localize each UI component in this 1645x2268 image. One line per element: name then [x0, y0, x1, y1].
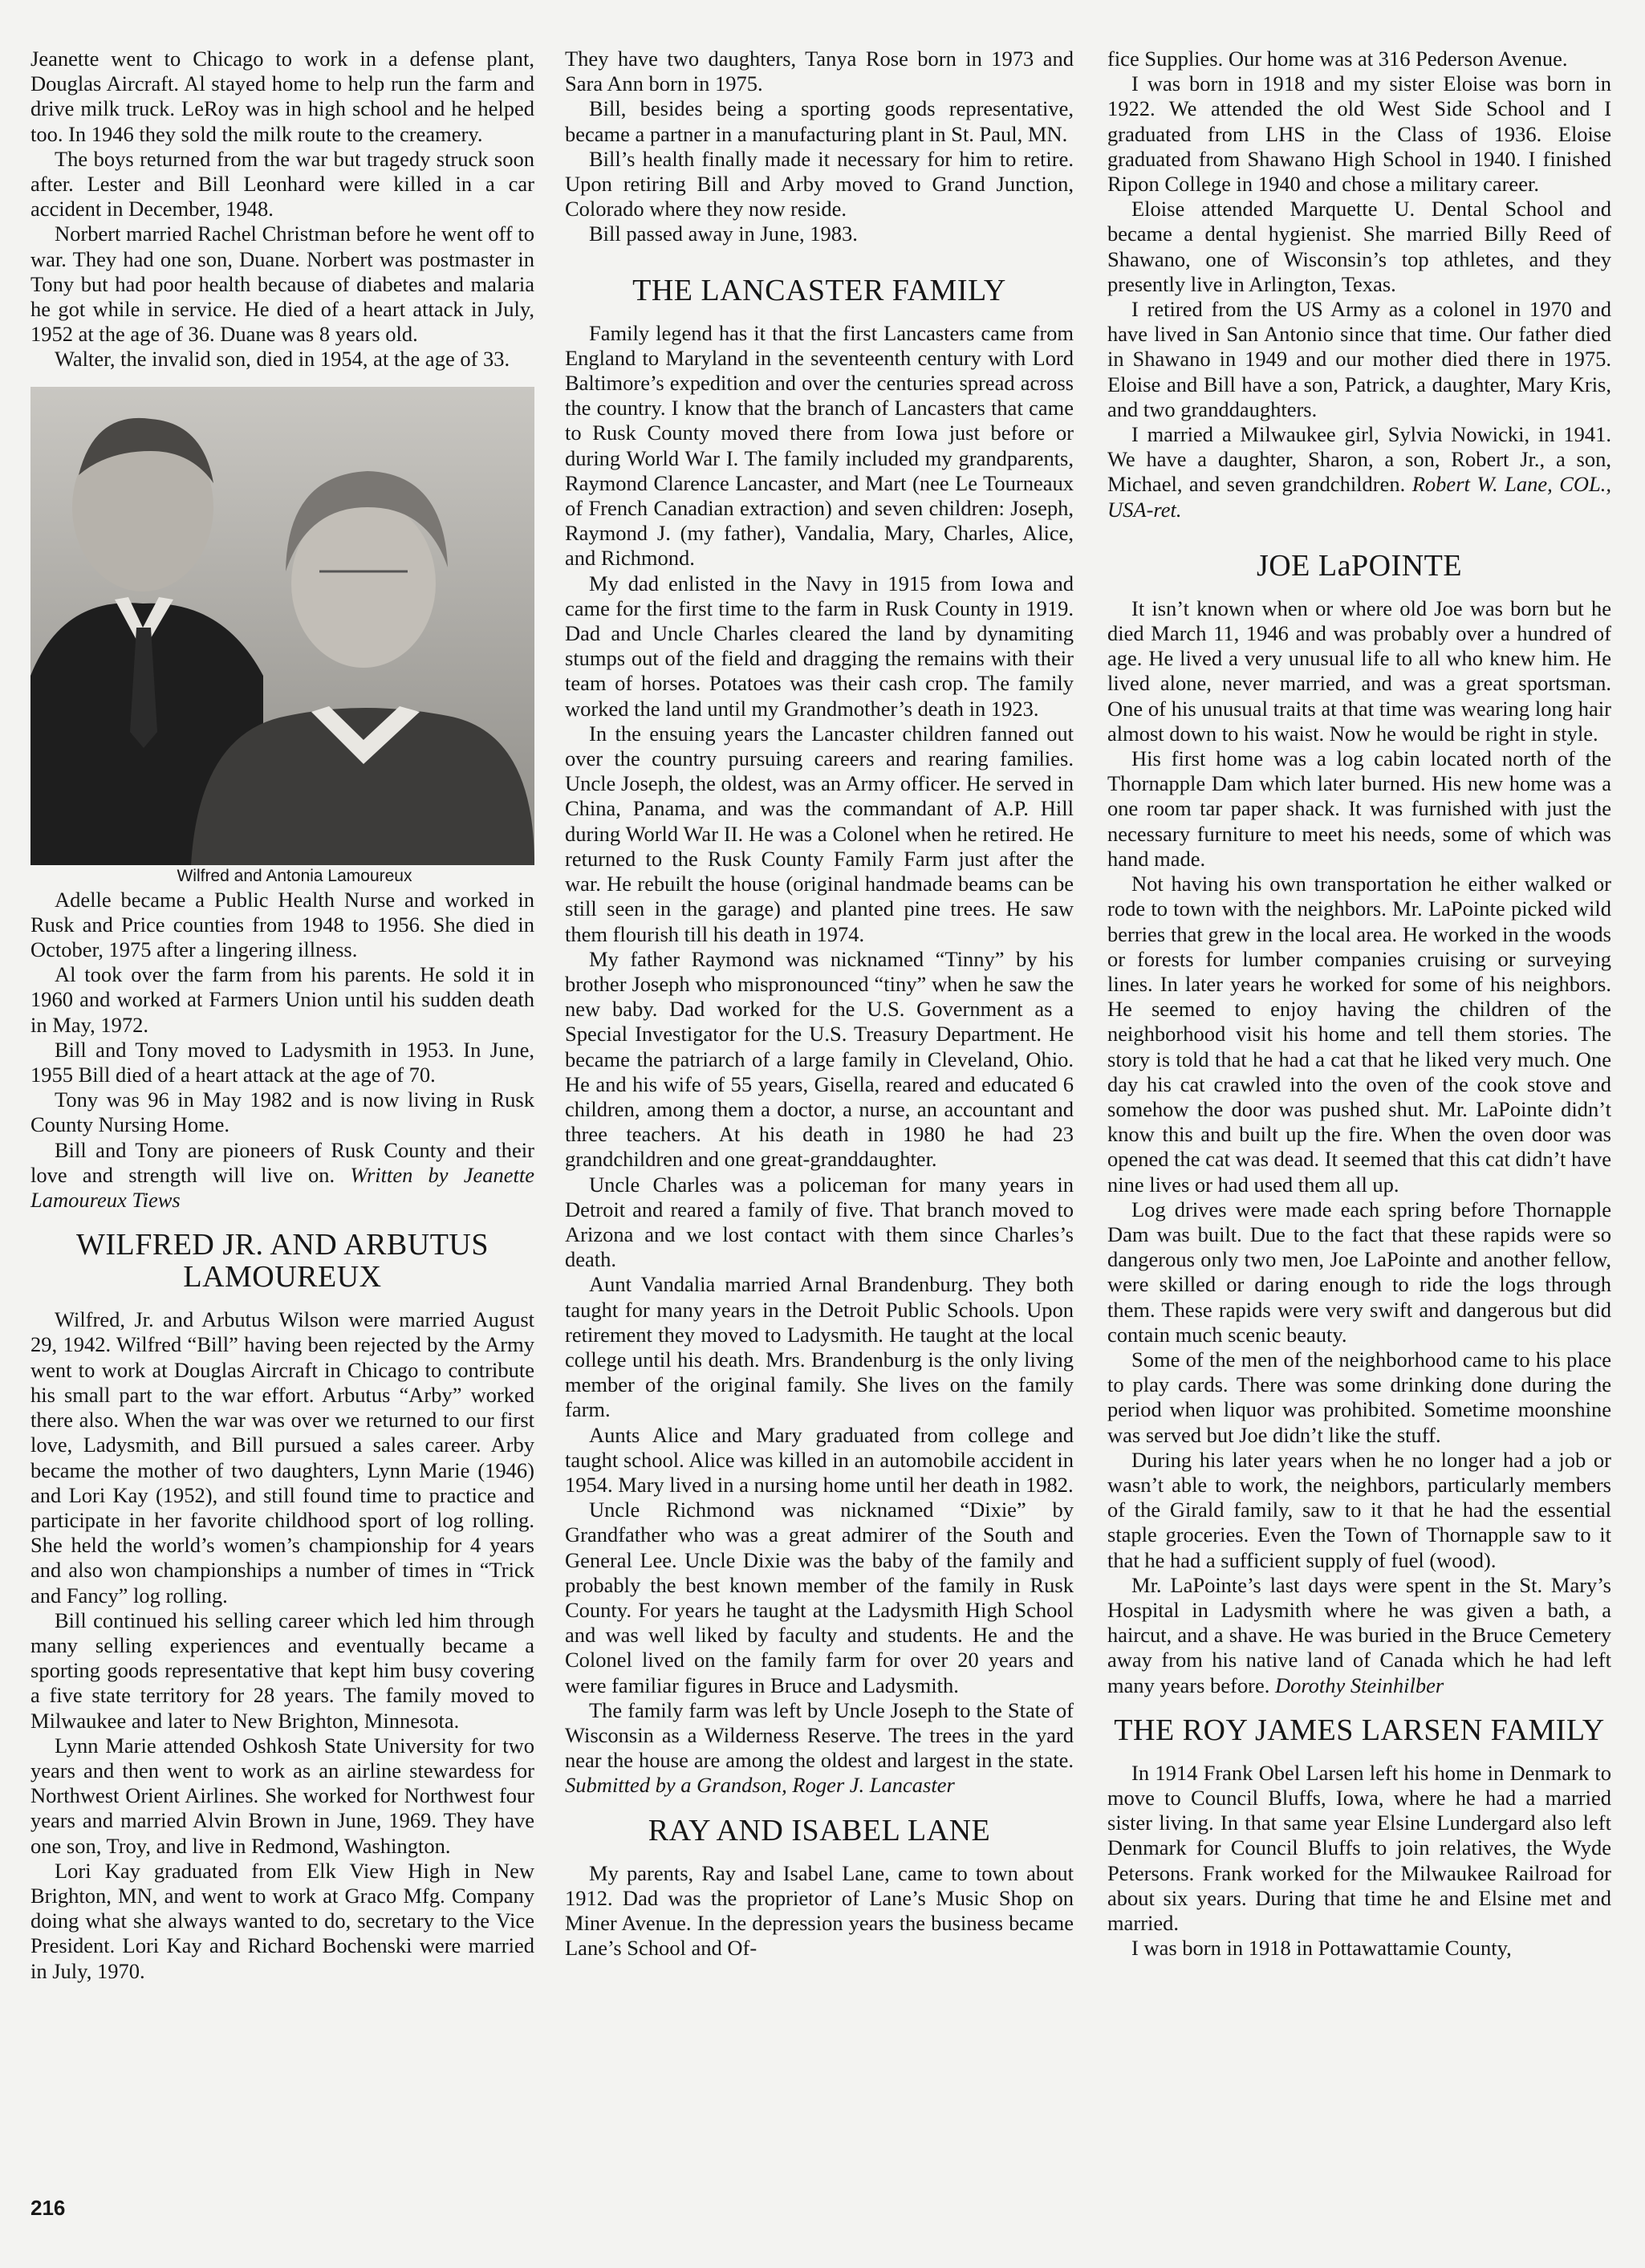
paragraph: Lynn Marie attended Oshkosh State University for two years and then went to work as an airline stewardess for Northwest Orient Airlines. She worked for Northwest four years and married Alvin Brown in June, 1969. They have one son, Troy, and live in Redmond, Washington. [30, 1733, 534, 1858]
paragraph [1107, 422, 1611, 522]
paragraph: Log drives were made each spring before Thornapple Dam was built. Due to the fact that these rapids were so dangerous only two men, Joe LaPointe and another fellow, were skilled or daring enough to ride the logs through them. These rapids were very swift and dangerous but did contain much scenic beauty. [1107, 1197, 1611, 1347]
paragraph: I was born in 1918 in Pottawattamie County, [1131, 1936, 1512, 1961]
paragraph: During his later years when he no longer had a job or wasn’t able to work, the neighbors, particularly members of the Girald family, saw to it that he had the essential staple groceries. Even the Town of Thornapple saw to it that he had a sufficient supply of fuel (wood). [1107, 1447, 1611, 1572]
portrait-photo [30, 387, 534, 865]
paragraph: Eloise attended Marquette U. Dental School and became a dental hygienist. She married Billy Reed of Shawano, one of Wisconsin’s top athletes, and they presently live in Arlington, Texas. [1107, 197, 1611, 296]
section-heading: WILFRED JR. AND ARBUTUS LAMOUREUX [76, 1228, 489, 1295]
paragraph: Aunt Vandalia married Arnal Brandenburg. They both taught for many years in the Detroit Public Schools. Upon retirement they moved to Ladysmith. He taught at the local college until his death. Mrs. Brandenburg is the only living member of the original family. She lives on the family farm. [565, 1272, 1074, 1422]
paragraph-text: I married a Milwaukee girl, Sylvia Nowicki, in 1941. We have a daughter, Sharon, a son, Robert Jr., a son, Michael, and seven grandchildren. [1107, 422, 1611, 497]
paragraph: I retired from the US Army as a colonel in 1970 and have lived in San Antonio since that time. Our father died in Shawano in 1949 and our mother died there in 1975. Eloise and Bill have a son, Patrick, a daughter, Mary Kris, and two granddaughters. [1107, 297, 1611, 421]
paragraph: Walter, the invalid son, died in 1954, at the age of 33. [55, 347, 510, 372]
paragraph: Tony was 96 in May 1982 and is now living in Rusk County Nursing Home. [30, 1087, 534, 1137]
paragraph: Lori Kay graduated from Elk View High in New Brighton, MN, and went to work at Graco Mfg. Company doing what she always wanted to do, secretary to the Vice President. Lori Kay and Richard Bochenski were married in July, 1970. [30, 1858, 534, 1983]
paragraph: My parents, Ray and Isabel Lane, came to town about 1912. Dad was the proprietor of Lane’s Music Shop on Miner Avenue. In the depression years the business became Lane’s School and Of- [565, 1860, 1074, 1961]
column-1 [30, 47, 534, 1984]
byline: Dorothy Steinhilber [1274, 1673, 1444, 1697]
paragraph [565, 1698, 1074, 1799]
paragraph: My dad enlisted in the Navy in 1915 from Iowa and came for the first time to the farm in Rusk County in 1919. Dad and Uncle Charles cleared the land by dynamiting stumps out of the field and dragging the remains with their team of horses. Potatoes was their cash crop. The family worked the land until my Grandmother’s death in 1923. [565, 571, 1074, 721]
column-2 [565, 47, 1074, 1961]
paragraph [30, 1138, 534, 1213]
paragraph: Adelle became a Public Health Nurse and worked in Rusk and Price counties from 1948 to 1956. She died in October, 1975 after a lingering illness. [30, 887, 534, 962]
paragraph: Bill passed away in June, 1983. [589, 222, 858, 246]
paragraph-text: Bill and Tony are pioneers of Rusk County and their love and strength will live on. [30, 1137, 534, 1187]
paragraph-text: The family farm was left by Uncle Joseph to the State of Wisconsin as a Wilderness Reserve. The trees in the yard near the house are among the oldest and largest in the state. [565, 1697, 1074, 1773]
paragraph: Bill, besides being a sporting goods representative, became a partner in a manufacturing plant in St. Paul, MN. [565, 96, 1074, 146]
paragraph: In 1914 Frank Obel Larsen left his home in Denmark to move to Council Bluffs, Iowa, where he had a married sister living. In that same year Elsine Lundergard also left Denmark for Council Bluffs to join relatives, the Wyde Petersons. Frank worked for the Milwaukee Railroad for about six years. During that time he and Elsine met and married. [1107, 1760, 1611, 1936]
paragraph: Uncle Charles was a policeman for many years in Detroit and reared a family of five. That branch moved to Arizona and we lost contact with them since Charles’s death. [565, 1172, 1074, 1272]
paragraph: It isn’t known when or where old Joe was born but he died March 11, 1946 and was probably over a hundred of age. He lived a very unusual life to all who knew him. He lived alone, never married, and was a great sportsman. One of his unusual traits at that time was wearing long hair almost down to his waist. Now he would be right in style. [1107, 595, 1611, 746]
paragraph: Family legend has it that the first Lancasters came from England to Maryland in the seventeenth century with Lord Baltimore’s expedition and over the centuries spread across the country. I know that the branch of Lancasters that came to Rusk County moved there from Iowa just before or during World War I. The family included my grandparents, Raymond Clarence Lancaster, and Mart (nee Le Tourneaux of French Canadian extraction) and seven children: Joseph, Raymond J. (my father), Vandalia, Mary, Charles, Alice, and Richmond. [565, 320, 1074, 571]
paragraph: My father Raymond was nicknamed “Tinny” by his brother Joseph who mispronounced “tiny” when he saw the new baby. Dad worked for the U.S. Government as a Special Investigator for the U.S. Treasury Department. He became the patriarch of a large family in Cleveland, Ohio. He and his wife of 55 years, Gisella, reared and educated 6 children, among them a doctor, a nurse, an accountant and three teachers. At his death in 1980 he had 23 grandchildren and one great-granddaughter. [565, 946, 1074, 1172]
section-heading: JOE LaPOINTE [1256, 548, 1463, 583]
paragraph [1107, 1573, 1611, 1698]
paragraph: Bill continued his selling career which led him through many selling experiences and eventually became a sporting goods representative that kept him busy covering a five state territory for 28 years. The family moved to Milwaukee and later to New Brighton, Minnesota. [30, 1608, 534, 1733]
paragraph: I was born in 1918 and my sister Eloise was born in 1922. We attended the old West Side School and I graduated from LHS in the Class of 1936. Eloise graduated from Shawano High School in 1940. I finished Ripon College in 1940 and chose a military career. [1107, 71, 1611, 197]
photo-caption: Wilfred and Antonia Lamoureux [177, 866, 412, 885]
section-heading: RAY AND ISABEL LANE [648, 1813, 991, 1847]
page-number: 216 [30, 2196, 66, 2220]
byline: Written by Jeanette Lamoureux Tiews [30, 1162, 535, 1213]
column-3 [1107, 47, 1611, 1961]
paragraph: Norbert married Rachel Christman before he went off to war. They had one son, Duane. Norbert was postmaster in Tony but had poor health because of diabetes and malaria he got while in service. He died of a heart attack in July, 1952 at the age of 36. Duane was 8 years old. [30, 222, 534, 347]
paragraph: Aunts Alice and Mary graduated from college and taught school. Alice was killed in an automobile accident in 1954. Mary lived in a nursing home until her death in 1982. [565, 1422, 1074, 1497]
section-heading: THE LANCASTER FAMILY [632, 273, 1006, 307]
paragraph: Al took over the farm from his parents. He sold it in 1960 and worked at Farmers Union until his sudden death in May, 1972. [30, 962, 534, 1037]
section-heading: THE ROY JAMES LARSEN FAMILY [1114, 1713, 1605, 1747]
paragraph: fice Supplies. Our home was at 316 Pederson Avenue. [1107, 47, 1568, 71]
portrait-photo-image [30, 387, 534, 865]
paragraph: Wilfred, Jr. and Arbutus Wilson were married August 29, 1942. Wilfred “Bill” having been rejected by the Army went to work at Douglas Aircraft in Chicago to contribute his small part to the war effort. Arbutus “Arby” worked there also. When the war was over we returned to our first love, Ladysmith, and Bill pursued a sales career. Arby became the mother of two daughters, Lynn Marie (1946) and Lori Kay (1952), and still found time to practice and participate in her favorite childhood sport of log rolling. She held the world’s women’s championship for 4 years and also won championships a number of times in “Trick and Fancy” log rolling. [30, 1307, 534, 1608]
paragraph: Bill and Tony moved to Ladysmith in 1953. In June, 1955 Bill died of a heart attack at the age of 70. [30, 1037, 534, 1087]
paragraph: Jeanette went to Chicago to work in a defense plant, Douglas Aircraft. Al stayed home to help run the farm and drive milk truck. LeRoy was in high school and he helped too. In 1946 they sold the milk route to the creamery. [30, 47, 534, 146]
byline: Submitted by a Grandson, Roger J. Lancaster [565, 1773, 955, 1798]
paragraph: Not having his own transportation he either walked or rode to town with the neighbors. Mr. LaPointe picked wild berries that grew in the local area. He worked in the woods or forests for lumber companies cruising or surveying lines. In later years he worked for some of his neighbors. He seemed to enjoy having the children of the neighborhood visit his home and tell them stories. The story is told that he had a cat that he liked very much. One day his cat crawled into the oven of the cook stove and somehow the door was pushed shut. Mr. LaPointe didn’t know this and built up the fire. When the oven door was opened the cat was dead. It seemed that this cat didn’t have nine lives or had used them all up. [1107, 872, 1611, 1197]
paragraph: In the ensuing years the Lancaster children fanned out over the country pursuing careers and rearing families. Uncle Joseph, the oldest, was an Army officer. He served in China, Panama, and was the commandant of A.P. Hill during World War II. He was a Colonel when he retired. He returned to the Rusk County Family Farm just after the war. He rebuilt the house (original handmade beams can be still seen in the garage) and planted pine trees. He saw them flourish till his death in 1974. [565, 721, 1074, 946]
paragraph: Uncle Richmond was nicknamed “Dixie” by Grandfather who was a great admirer of the South and General Lee. Uncle Dixie was the baby of the family and probably the best known member of the family in Rusk County. For years he taught at the Ladysmith High School and was well liked by faculty and students. He and the Colonel lived on the family farm for over 20 years and were familiar figures in Bruce and Ladysmith. [565, 1498, 1074, 1697]
paragraph: Some of the men of the neighborhood came to his place to play cards. There was some drinking done during the period when liquor was prohibited. Sometime moonshine was served but Joe didn’t like the stuff. [1107, 1347, 1611, 1447]
byline: Robert W. Lane, COL., USA-ret. [1107, 472, 1611, 522]
paragraph: They have two daughters, Tanya Rose born in 1973 and Sara Ann born in 1975. [565, 47, 1074, 96]
paragraph: The boys returned from the war but tragedy struck soon after. Lester and Bill Leonhard were killed in a car accident in December, 1948. [30, 146, 534, 222]
paragraph-text: Mr. LaPointe’s last days were spent in the St. Mary’s Hospital in Ladysmith where he was given a bath, a haircut, and a shave. He was buried in the Bruce Cemetery away from his native land of Canada which he had left many years before. [1107, 1572, 1611, 1697]
paragraph: Bill’s health finally made it necessary for him to retire. Upon retiring Bill and Arby moved to Grand Junction, Colorado where they now reside. [565, 146, 1074, 222]
paragraph: His first home was a log cabin located north of the Thornapple Dam which later burned. His new home was a one room tar paper shack. It was furnished with just the necessary furniture to meet his needs, some of which was hand made. [1107, 746, 1611, 871]
